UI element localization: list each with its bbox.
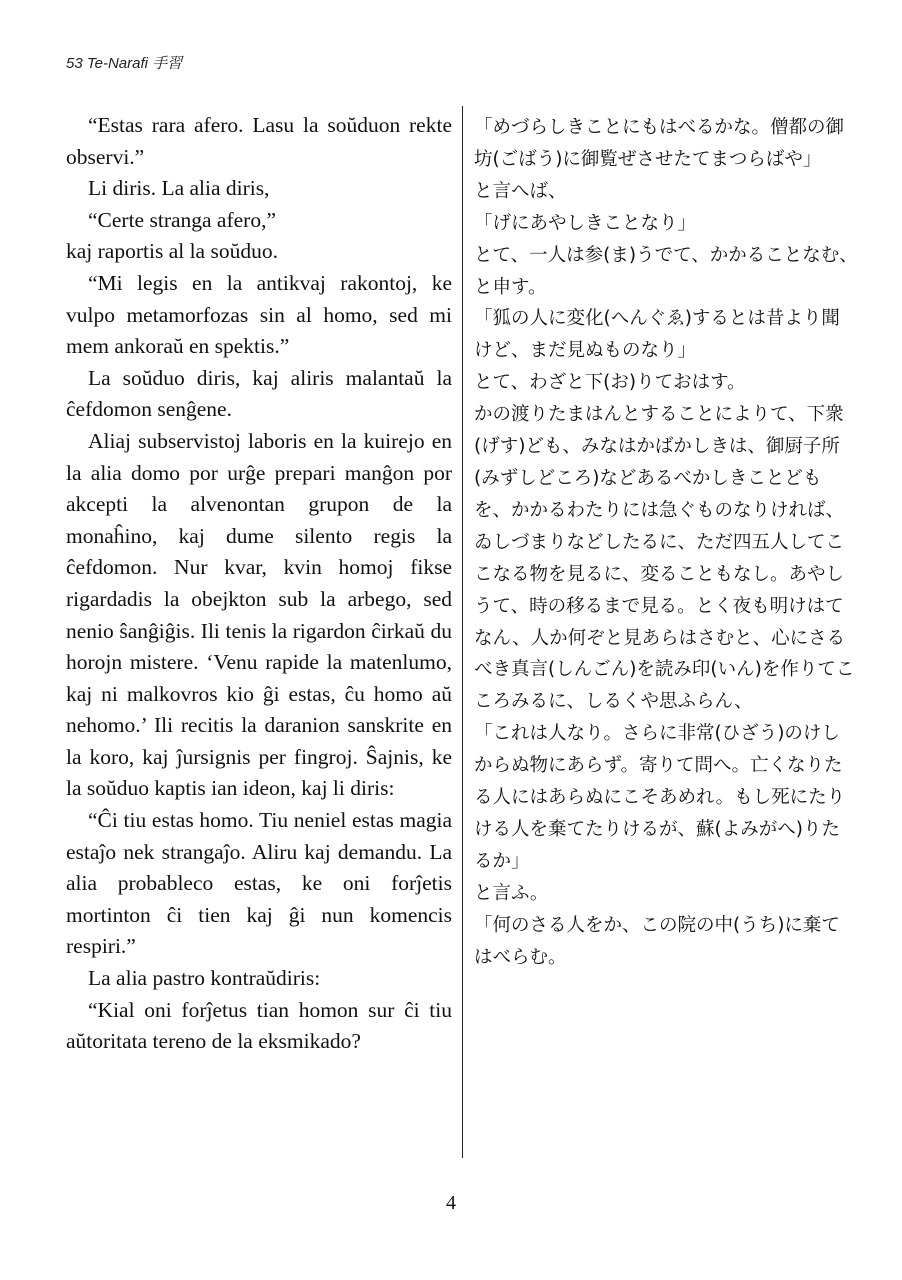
paragraph: La soŭduo diris, kaj aliris malantaŭ la ĉefdomon senĝene. bbox=[66, 365, 452, 422]
page-number: 4 bbox=[446, 1192, 456, 1214]
paragraph: 「何のさる人をか、この院の中(うち)に棄てはべらむ。 bbox=[474, 914, 840, 968]
column-divider bbox=[462, 106, 463, 1158]
paragraph: “Ĉi tiu estas homo. Tiu neniel estas magia estaĵo nek strangaĵo. Aliru kaj demandu. La alia probableco estas, ke oni forĵetis mortinton ĉi tien kaj ĝi nun komencis respiri.” bbox=[66, 808, 452, 959]
paragraph: “Mi legis en la antikvaj rakontoj, ke vulpo metamorfozas sin al homo, sed mi mem ankoraŭ en spektis.” bbox=[66, 270, 452, 359]
running-header: 53 Te-Narafi 手習 bbox=[66, 55, 183, 72]
paragraph: “Certe stranga afero,” bbox=[88, 207, 277, 232]
paragraph: かの渡りたまはんとすることによりて、下衆(げす)ども、みなはかばかしきは、御厨子所(みずしどころ)などあるべかしきことどもを、かかるわたりには急ぐものなりければ、ゐしづまりなどしたるに、ただ四五人してここなる物を見るに、変ることもなし。あやしうて、時の移るまで見る。とく夜も明けはてなん、人か何ぞと見あらはさむと、心にさるべき真言(しんごん)を読み印(いん)を作りてこころみるに、しるくや思ふらん、 bbox=[474, 404, 855, 713]
paragraph: 「げにあやしきことなり」 bbox=[474, 212, 697, 234]
esperanto-column bbox=[66, 110, 452, 1058]
paragraph: 「これは人なり。さらに非常(ひざう)のけしからぬ物にあらず。寄りて問へ。亡くなりたる人にはあらぬにこそあめれ。もし死にたりける人を棄てたりけるが、蘇(よみがへ)りたるか」 bbox=[474, 723, 846, 872]
paragraph: Aliaj subservistoj laboris en la kuirejo en la alia domo por urĝe prepari manĝon por akcepti la alvenontan grupon de la monaĥino, kaj dume silento regis la ĉefdomon. Nur kvar, kvin homoj fikse rigardadis la obejkton sub la arbego, sed nenio ŝanĝiĝis. Ili tenis la rigardon ĉirkaŭ du horojn mistere. ‘Venu rapide la matenlumo, kaj ni malkovros kio ĝi estas, ĉu homo aŭ nehomo.’ Ili recitis la daranion sanskrite en la koro, kaj ĵursignis per fingroj. Ŝajnis, ke la soŭduo kaptis ian ideon, kaj li diris: bbox=[66, 428, 452, 801]
paragraph: 「狐の人に変化(へんぐゑ)するとは昔より聞けど、まだ見ぬものなり」 bbox=[474, 308, 840, 362]
japanese-column bbox=[474, 112, 858, 973]
paragraph: “Kial oni forĵetus tian homon sur ĉi tiu aŭtoritata tereno de la eksmikado? bbox=[66, 997, 452, 1054]
paragraph: 「めづらしきことにもはべるかな。僧都の御坊(ごばう)に御覧ぜさせたてまつらばや」 bbox=[474, 117, 845, 170]
paragraph: とて、わざと下(お)りておはす。 bbox=[474, 372, 746, 394]
paragraph: La alia pastro kontraŭdiris: bbox=[88, 966, 321, 991]
paragraph: Li diris. La alia diris, bbox=[88, 176, 270, 201]
paragraph: と言ふ。 bbox=[474, 882, 549, 904]
paragraph: とて、一人は参(ま)うでて、かかることなむ、と申す。 bbox=[474, 244, 858, 298]
paragraph: kaj raportis al la soŭduo. bbox=[66, 239, 278, 264]
paragraph: と言へば、 bbox=[474, 180, 567, 202]
paragraph: “Estas rara afero. Lasu la soŭduon rekte observi.” bbox=[66, 113, 452, 169]
